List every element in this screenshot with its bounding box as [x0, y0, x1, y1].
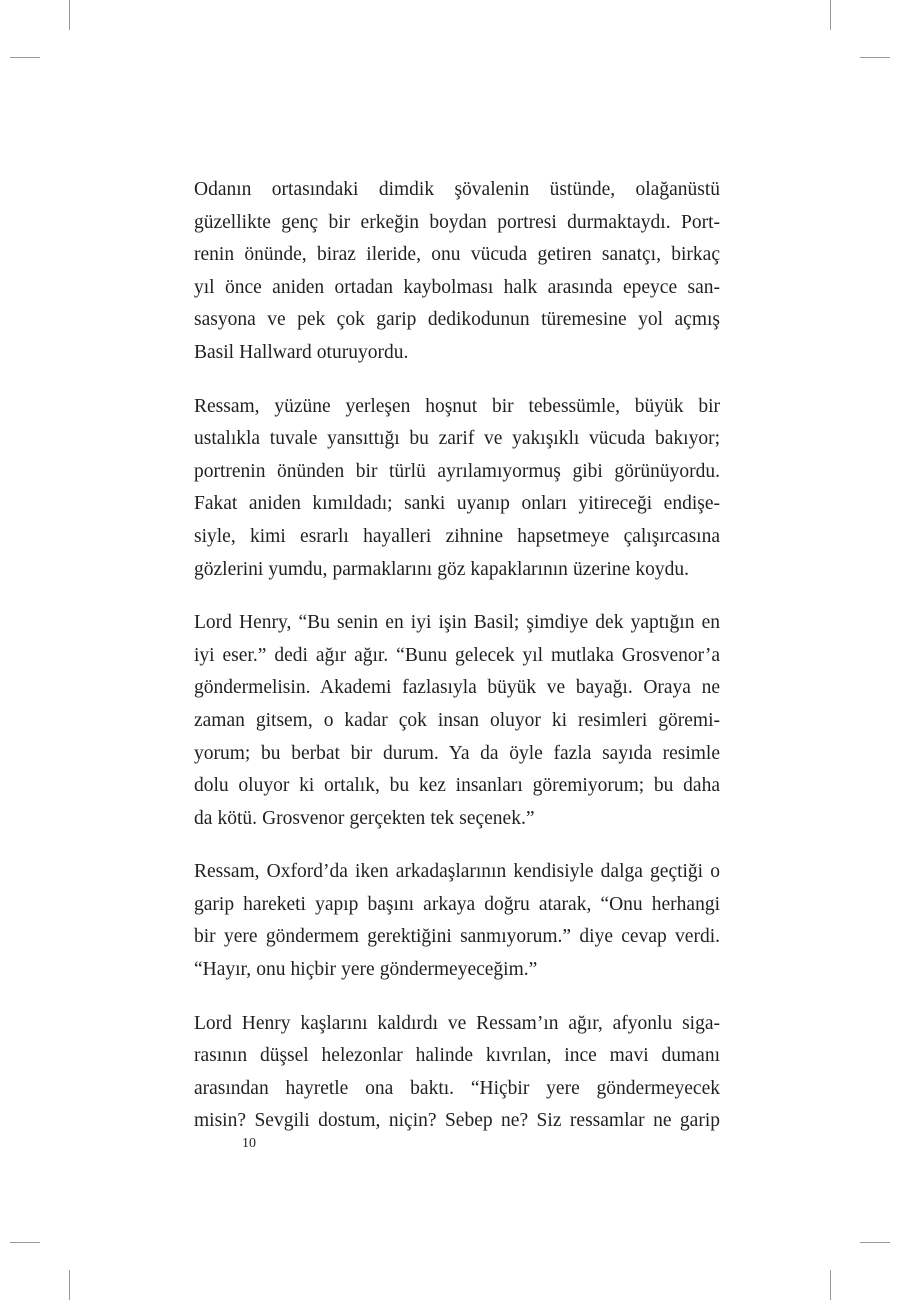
text-line: Basil Hallward oturuyordu.: [194, 341, 409, 363]
text-line: da kötü. Grosvenor gerçekten tek seçenek.”: [194, 807, 535, 829]
text-line: yıl önce aniden ortadan kaybolması halk arasında epeyce san-: [194, 276, 720, 298]
text-line: Lord Henry kaşlarını kaldırdı ve Ressam’ın ağır, afyonlu siga-: [194, 1012, 720, 1034]
text-line: “Hayır, onu hiçbir yere göndermeyeceğim.”: [194, 959, 538, 981]
page-number: 10: [242, 1136, 256, 1151]
crop-mark-bottom-right-horizontal: [860, 1242, 890, 1243]
text-line: bir yere göndermem gerektiğini sanmıyorum.” diye cevap verdi.: [194, 926, 720, 948]
paragraph: [194, 856, 720, 986]
text-line: ustalıkla tuvale yansıttığı bu zarif ve yakışıklı vücuda bakıyor;: [194, 428, 720, 450]
crop-mark-top-right-horizontal: [860, 57, 890, 58]
text-line: Ressam, Oxford’da iken arkadaşlarının kendisiyle dalga geçtiği o: [194, 861, 720, 883]
text-line: güzellikte genç bir erkeğin boydan portresi durmaktaydı. Port-: [194, 211, 720, 233]
text-line: arasından hayretle ona baktı. “Hiçbir yere göndermeyecek: [194, 1077, 720, 1099]
text-line: Ressam, yüzüne yerleşen hoşnut bir tebessümle, büyük bir: [194, 395, 720, 417]
paragraph: [194, 607, 720, 835]
book-page-text: [194, 174, 720, 1159]
text-line: sasyona ve pek çok garip dedikodunun türemesine yol açmış: [194, 309, 720, 331]
text-line: siyle, kimi esrarlı hayalleri zihnine hapsetmeye çalışırcasına: [194, 525, 720, 547]
text-line: Fakat aniden kımıldadı; sanki uyanıp onları yitireceği endişe-: [194, 493, 720, 515]
paragraph: [194, 391, 720, 587]
text-line: yorum; bu berbat bir durum. Ya da öyle fazla sayıda resimle: [194, 742, 720, 764]
text-line: garip hareketi yapıp başını arkaya doğru atarak, “Onu herhangi: [194, 893, 720, 915]
paragraph: [194, 1008, 720, 1138]
text-line: misin? Sevgili dostum, niçin? Sebep ne? Siz ressamlar ne garip: [194, 1110, 720, 1132]
text-line: Lord Henry, “Bu senin en iyi işin Basil; şimdiye dek yaptığın en: [194, 612, 720, 634]
crop-mark-top-left-horizontal: [10, 57, 40, 58]
text-line: renin önünde, biraz ileride, onu vücuda getiren sanatçı, birkaç: [194, 244, 720, 266]
text-line: portrenin önünden bir türlü ayrılamıyormuş gibi görünüyordu.: [194, 460, 720, 482]
crop-mark-bottom-left-horizontal: [10, 1242, 40, 1243]
text-line: dolu oluyor ki ortalık, bu kez insanları göremiyorum; bu daha: [194, 775, 720, 797]
text-line: iyi eser.” dedi ağır ağır. “Bunu gelecek yıl mutlaka Grosvenor’a: [194, 644, 720, 666]
crop-mark-top-left: [69, 0, 70, 30]
crop-mark-bottom-left: [69, 1270, 70, 1300]
text-line: Odanın ortasındaki dimdik şövalenin üstünde, olağanüstü: [194, 179, 720, 200]
text-line: rasının düşsel helezonlar halinde kıvrılan, ince mavi dumanı: [194, 1045, 720, 1067]
paragraph: [194, 174, 720, 370]
crop-mark-bottom-right: [830, 1270, 831, 1300]
text-line: zaman gitsem, o kadar çok insan oluyor ki resimleri göremi-: [194, 709, 720, 731]
text-line: göndermelisin. Akademi fazlasıyla büyük ve bayağı. Oraya ne: [194, 677, 720, 699]
crop-mark-top-right: [830, 0, 831, 30]
text-line: gözlerini yumdu, parmaklarını göz kapaklarının üzerine koydu.: [194, 558, 690, 580]
